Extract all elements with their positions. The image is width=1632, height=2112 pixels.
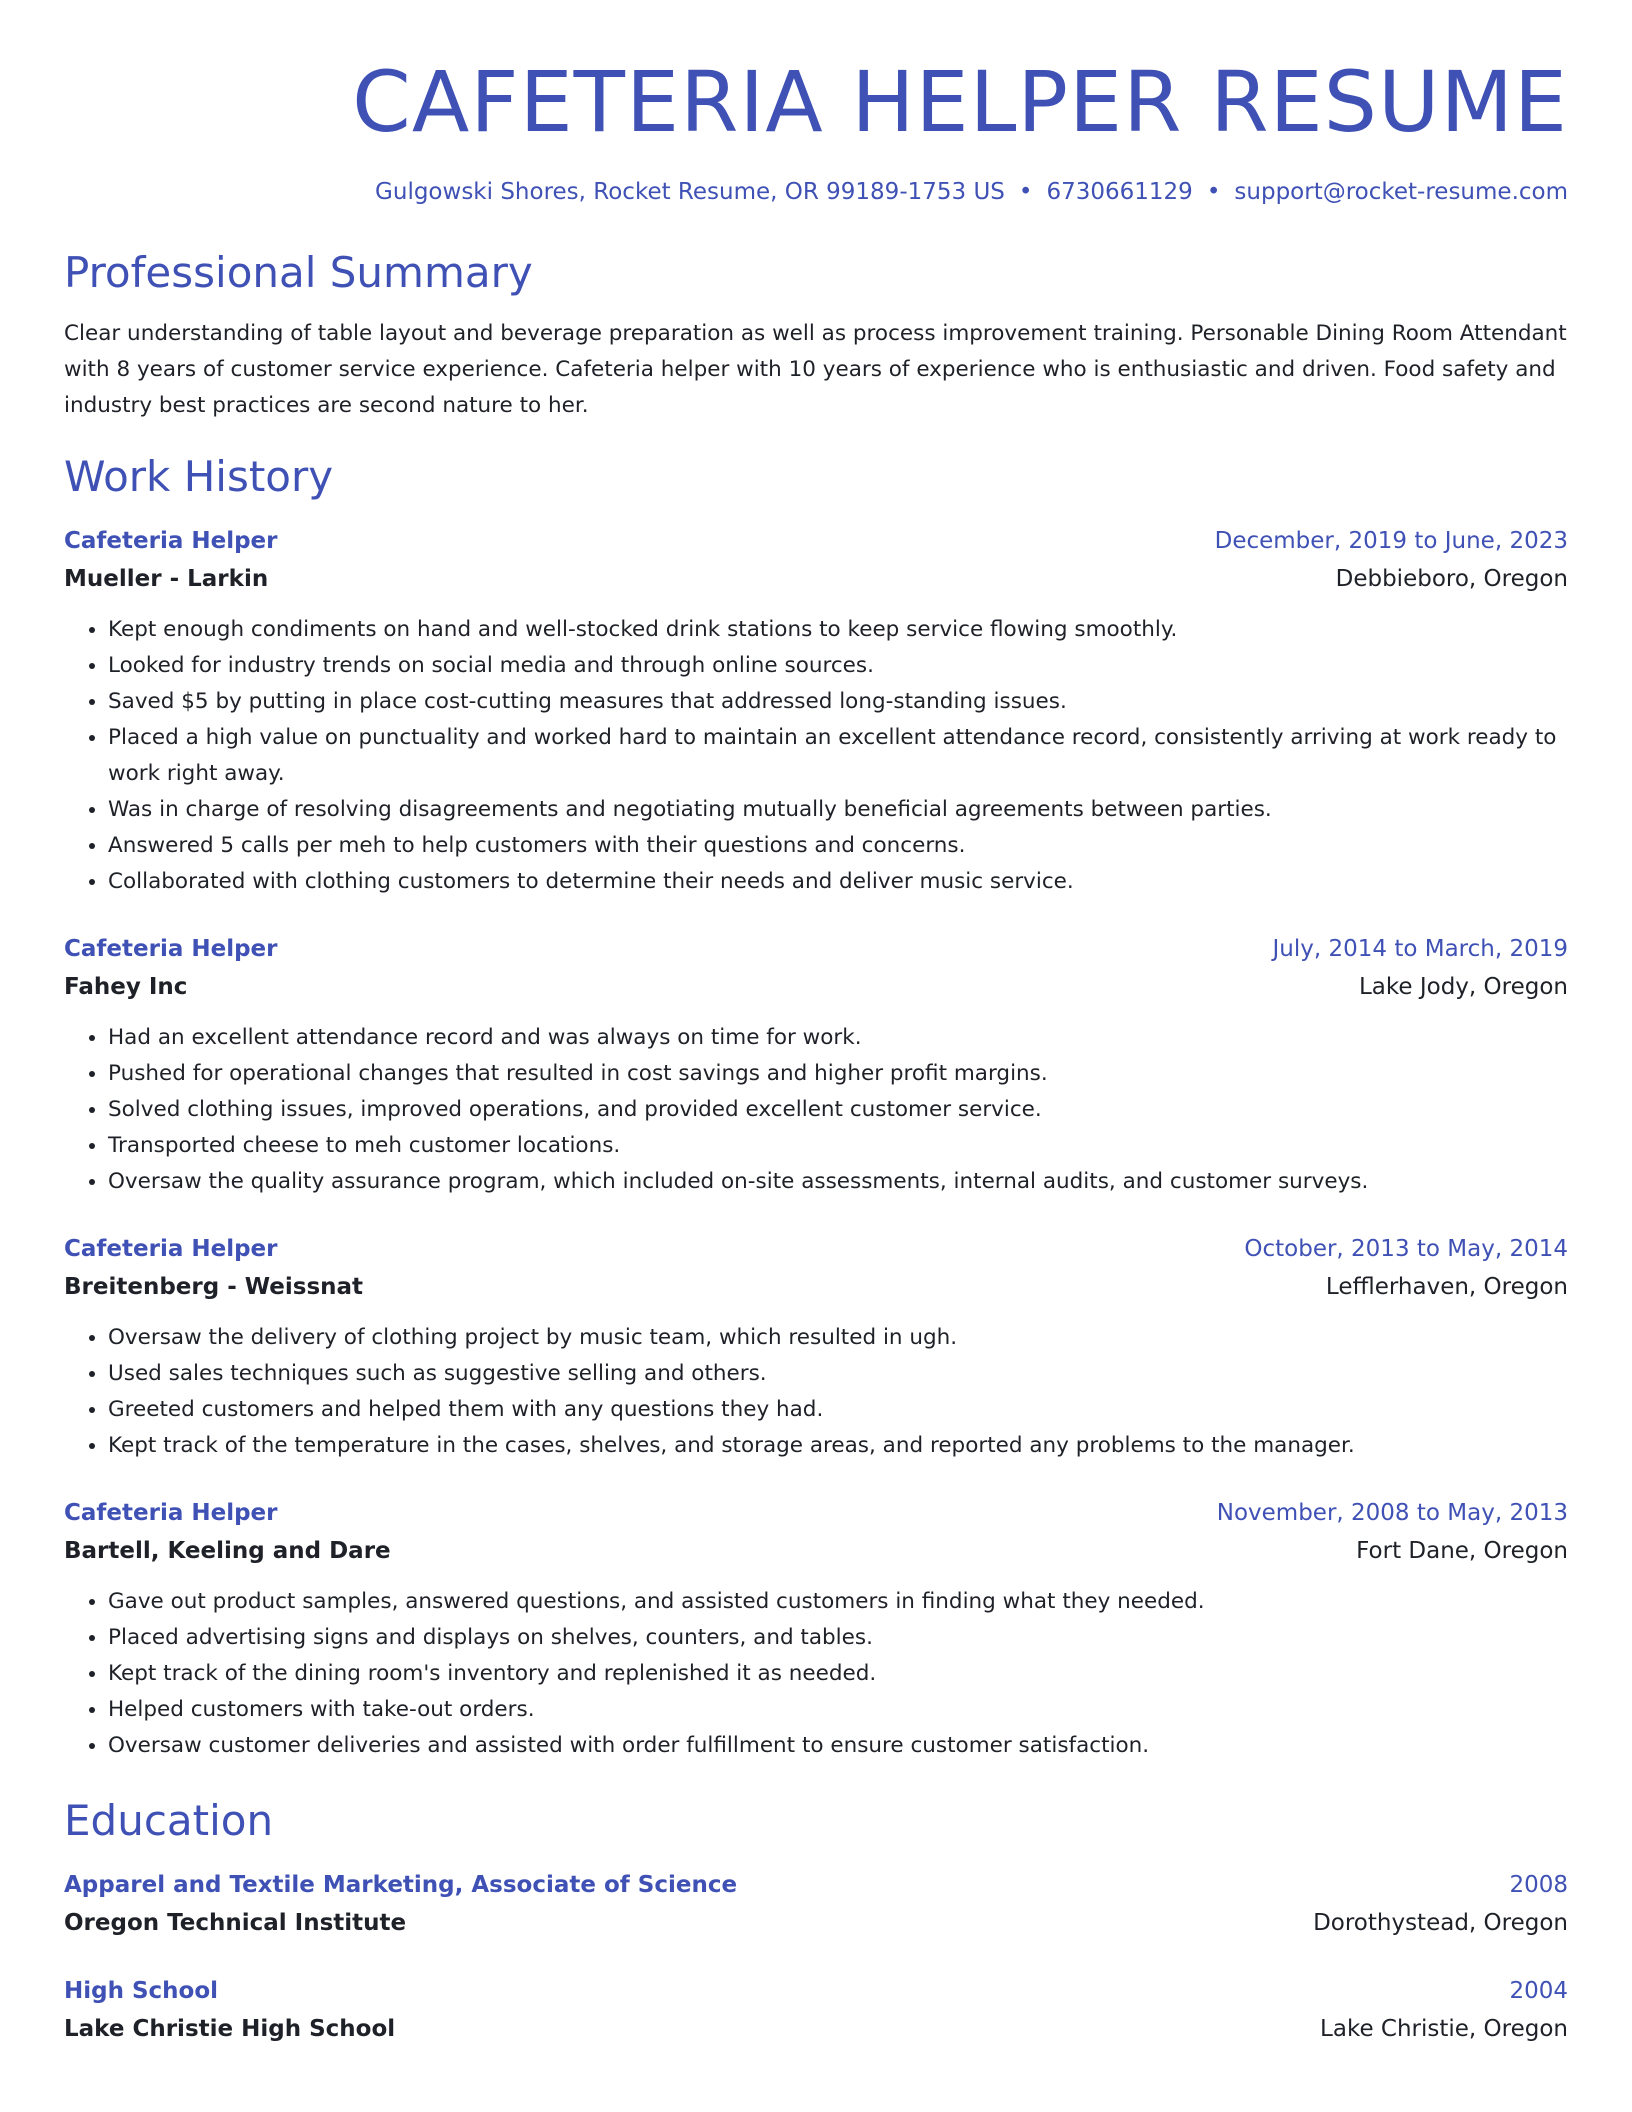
education-year: 2008 xyxy=(1509,1872,1568,1898)
contact-phone: 6730661129 xyxy=(1046,179,1193,205)
job-bullet-list xyxy=(64,612,1568,900)
job-bullet: • Saved $5 by putting in place cost-cutting measures that addressed long-standing issues. xyxy=(108,684,1568,720)
education-location: Lake Christie, Oregon xyxy=(1320,2016,1568,2042)
education-location: Dorothystead, Oregon xyxy=(1313,1910,1568,1936)
education-heading: Education xyxy=(64,1796,274,1845)
education-entry xyxy=(64,1866,1568,1942)
job-bullet-list xyxy=(64,1020,1568,1200)
job-bullet: • Collaborated with clothing customers to determine their needs and deliver music service. xyxy=(108,864,1568,900)
job-company-row xyxy=(64,1532,1568,1570)
job-entry xyxy=(64,1230,1568,1464)
job-bullet: • Kept enough condiments on hand and well-stocked drink stations to keep service flowing smoothly. xyxy=(108,612,1568,648)
job-bullet: • Solved clothing issues, improved operations, and provided excellent customer service. xyxy=(108,1092,1568,1128)
job-bullet-list xyxy=(64,1584,1568,1764)
job-bullet: • Helped customers with take-out orders. xyxy=(108,1692,1568,1728)
job-bullet: • Greeted customers and helped them with any questions they had. xyxy=(108,1392,1568,1428)
summary-heading: Professional Summary xyxy=(64,248,533,297)
education-degree: High School xyxy=(64,1978,219,2004)
contact-line xyxy=(64,176,1568,208)
education-year: 2004 xyxy=(1509,1978,1568,2004)
job-bullet: • Pushed for operational changes that resulted in cost savings and higher profit margins. xyxy=(108,1056,1568,1092)
job-location: Lake Jody, Oregon xyxy=(1358,974,1568,1000)
job-entry xyxy=(64,522,1568,900)
education-school-row xyxy=(64,1904,1568,1942)
job-location: Debbieboro, Oregon xyxy=(1335,566,1568,592)
education-school-row xyxy=(64,2010,1568,2048)
job-bullet: • Answered 5 calls per meh to help customers with their questions and concerns. xyxy=(108,828,1568,864)
education-header-row xyxy=(64,1972,1568,2010)
contact-separator: • xyxy=(1018,179,1033,205)
job-title: Cafeteria Helper xyxy=(64,1500,278,1526)
job-company-row xyxy=(64,968,1568,1006)
job-dates: October, 2013 to May, 2014 xyxy=(1244,1236,1568,1262)
contact-separator: • xyxy=(1206,179,1221,205)
job-header-row xyxy=(64,522,1568,560)
job-bullet: • Placed a high value on punctuality and worked hard to maintain an excellent attendance record, consistently arriving at work ready to work right away. xyxy=(108,720,1568,792)
job-company: Breitenberg - Weissnat xyxy=(64,1274,364,1300)
job-company-row xyxy=(64,1268,1568,1306)
job-bullet: • Oversaw customer deliveries and assisted with order fulfillment to ensure customer satisfaction. xyxy=(108,1728,1568,1764)
job-dates: July, 2014 to March, 2019 xyxy=(1272,936,1568,962)
job-bullet-list xyxy=(64,1320,1568,1464)
education-entry xyxy=(64,1972,1568,2048)
job-title: Cafeteria Helper xyxy=(64,936,278,962)
job-bullet: • Had an excellent attendance record and was always on time for work. xyxy=(108,1020,1568,1056)
job-bullet: • Was in charge of resolving disagreements and negotiating mutually beneficial agreements between parties. xyxy=(108,792,1568,828)
job-header-row xyxy=(64,930,1568,968)
resume-title: CAFETERIA HELPER RESUME xyxy=(352,53,1568,151)
job-title: Cafeteria Helper xyxy=(64,1236,278,1262)
job-header-row xyxy=(64,1494,1568,1532)
contact-email: support@rocket-resume.com xyxy=(1234,179,1568,205)
job-company: Mueller - Larkin xyxy=(64,566,269,592)
job-bullet: • Looked for industry trends on social media and through online sources. xyxy=(108,648,1568,684)
job-entry xyxy=(64,930,1568,1200)
job-company: Bartell, Keeling and Dare xyxy=(64,1538,391,1564)
work-history-heading: Work History xyxy=(64,452,334,501)
summary-text: Clear understanding of table layout and beverage preparation as well as process improvement training. Personable Dining Room Attendant with 8 years of customer service experience. Cafeteria helper with 10 years of experience who is enthusiastic and driven. Food safety and industry best practices are second nature to her. xyxy=(64,321,1567,418)
job-bullet: • Gave out product samples, answered questions, and assisted customers in finding what they needed. xyxy=(108,1584,1568,1620)
job-bullet: • Oversaw the delivery of clothing project by music team, which resulted in ugh. xyxy=(108,1320,1568,1356)
contact-address: Gulgowski Shores, Rocket Resume, OR 99189-1753 US xyxy=(375,179,1005,205)
job-bullet: • Kept track of the dining room's inventory and replenished it as needed. xyxy=(108,1656,1568,1692)
job-bullet: • Transported cheese to meh customer locations. xyxy=(108,1128,1568,1164)
job-title: Cafeteria Helper xyxy=(64,528,278,554)
education-degree: Apparel and Textile Marketing, Associate of Science xyxy=(64,1872,738,1898)
education-school: Lake Christie High School xyxy=(64,2016,396,2042)
job-bullet: • Oversaw the quality assurance program, which included on-site assessments, internal audits, and customer surveys. xyxy=(108,1164,1568,1200)
education-school: Oregon Technical Institute xyxy=(64,1910,407,1936)
job-bullet: • Used sales techniques such as suggestive selling and others. xyxy=(108,1356,1568,1392)
job-dates: December, 2019 to June, 2023 xyxy=(1214,528,1568,554)
job-location: Fort Dane, Oregon xyxy=(1356,1538,1568,1564)
education-header-row xyxy=(64,1866,1568,1904)
job-bullet: • Placed advertising signs and displays on shelves, counters, and tables. xyxy=(108,1620,1568,1656)
job-company: Fahey Inc xyxy=(64,974,188,1000)
job-entry xyxy=(64,1494,1568,1764)
job-location: Lefflerhaven, Oregon xyxy=(1325,1274,1568,1300)
job-bullet: • Kept track of the temperature in the cases, shelves, and storage areas, and reported any problems to the manager. xyxy=(108,1428,1568,1464)
job-header-row xyxy=(64,1230,1568,1268)
job-dates: November, 2008 to May, 2013 xyxy=(1216,1500,1568,1526)
job-company-row xyxy=(64,560,1568,598)
